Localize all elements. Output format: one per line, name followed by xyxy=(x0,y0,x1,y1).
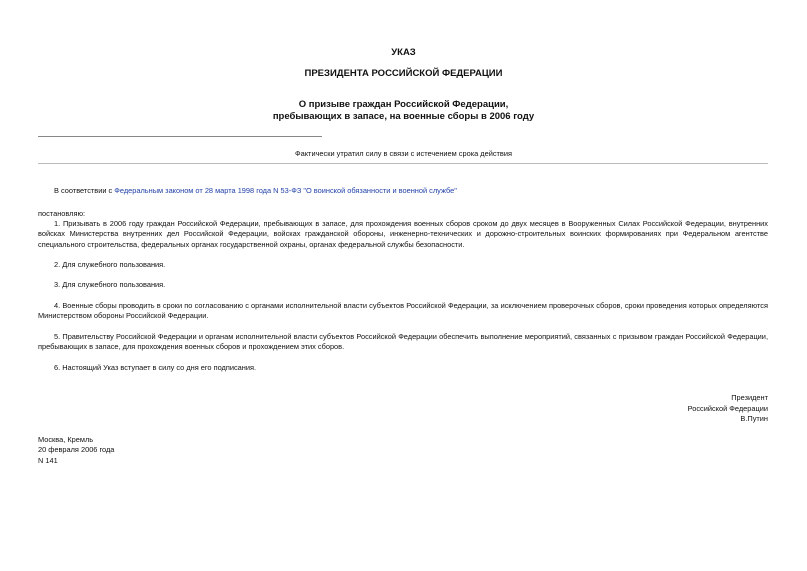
federal-law-link[interactable]: Федеральным законом от 28 марта 1998 года N 53-ФЗ "О воинской обязанности и военной службе" xyxy=(114,186,457,195)
decree-number: N 141 xyxy=(38,456,58,465)
item-3: 3. Для служебного пользования. xyxy=(54,280,166,289)
item-5: 5. Правительству Российской Федерации и органам исполнительной власти субъектов Российской Федерации обеспечить выполнение мероприятий, связанных с призывом граждан Российской Федерации, пребывающих в запасе, для прохождения военных сборов и прохождением этих сборов. xyxy=(38,332,768,352)
status-note: Фактически утратил силу в связи с истечением срока действия xyxy=(295,149,512,158)
doc-subject-line-1: О призыве граждан Российской Федерации, xyxy=(298,99,509,110)
item-4: 4. Военные сборы проводить в сроки по согласованию с органами исполнительной власти субъектов Российской Федерации, за исключением проверочных сборов, сроки проведения которых определяются Министерством обороны Российской Федерации. xyxy=(38,301,768,321)
preamble xyxy=(38,186,768,196)
status-divider xyxy=(38,163,768,164)
item-2: 2. Для служебного пользования. xyxy=(54,260,166,269)
signature-title: Президент xyxy=(731,393,768,402)
resolves-label: постановляю: xyxy=(38,209,86,218)
doc-title-type: УКАЗ xyxy=(391,47,416,58)
signing-place: Москва, Кремль xyxy=(38,435,94,444)
doc-subject-line-2: пребывающих в запасе, на военные сборы в 2006 году xyxy=(272,111,535,122)
item-6: 6. Настоящий Указ вступает в силу со дня его подписания. xyxy=(54,363,257,372)
signature-name: В.Путин xyxy=(740,414,768,423)
preamble-prefix: В соответствии с xyxy=(54,186,115,195)
signature-office: Российской Федерации xyxy=(687,404,768,413)
signing-date: 20 февраля 2006 года xyxy=(38,445,115,454)
doc-title-issuer: ПРЕЗИДЕНТА РОССИЙСКОЙ ФЕДЕРАЦИИ xyxy=(304,68,503,79)
item-1: 1. Призывать в 2006 году граждан Российской Федерации, пребывающих в запасе, для прохождения военных сборов сроком до двух месяцев в Вооруженных Силах Российской Федерации, внутренних войсках Министерства внутренних дел Российской Федерации, войсках гражданской обороны, инженерно-технических и дорожно-строительных воинских формированиях при Федеральном агентстве специального строительства, федеральных органах государственной охраны, органах федеральной службы безопасности. xyxy=(38,219,768,249)
title-divider xyxy=(38,136,322,137)
